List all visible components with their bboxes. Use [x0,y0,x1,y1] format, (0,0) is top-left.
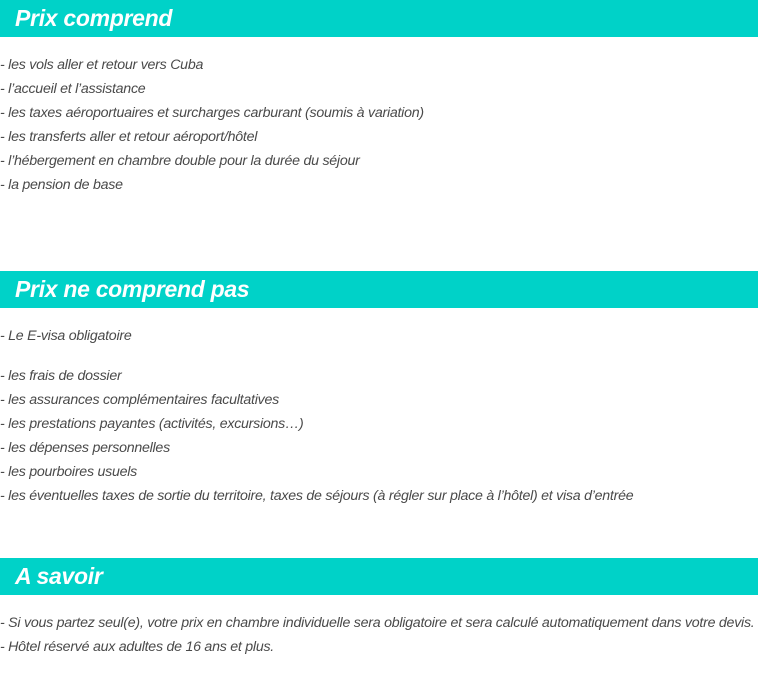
list-item: - les pourboires usuels [0,464,137,480]
section-prix-ne-comprend-pas [0,271,758,504]
list-item: - les dépenses personnelles [0,440,170,456]
included-list [0,53,758,197]
section-a-savoir [0,558,758,655]
list-item: - l’accueil et l’assistance [0,81,146,97]
section-prix-comprend [0,0,758,193]
notes-list [0,611,758,659]
list-item: - l’hébergement en chambre double pour la durée du séjour [0,153,360,169]
excluded-list [0,324,758,508]
list-item: - les vols aller et retour vers Cuba [0,57,204,73]
section-title: Prix comprend [15,5,173,31]
list-item: - les transferts aller et retour aéroport/hôtel [0,129,258,145]
list-item: - la pension de base [0,177,123,193]
list-item: - les éventuelles taxes de sortie du territoire, taxes de séjours (à régler sur place à l’hôtel) et visa d’entrée [0,488,634,504]
section-header [0,558,758,595]
section-header [0,0,758,37]
list-item: - Le E-visa obligatoire [0,328,132,344]
list-item: - Hôtel réservé aux adultes de 16 ans et plus. [0,639,274,655]
list-item: - les taxes aéroportuaires et surcharges carburant (soumis à variation) [0,105,424,121]
section-header [0,271,758,308]
section-title: Prix ne comprend pas [15,276,250,302]
list-item: - les prestations payantes (activités, excursions…) [0,416,304,432]
list-item: - les assurances complémentaires facultatives [0,392,279,408]
section-title: A savoir [15,563,103,589]
list-item: - les frais de dossier [0,368,122,384]
spacer [0,348,758,364]
list-item: - Si vous partez seul(e), votre prix en chambre individuelle sera obligatoire et sera calculé automatiquement dans votre devis. [0,615,755,631]
